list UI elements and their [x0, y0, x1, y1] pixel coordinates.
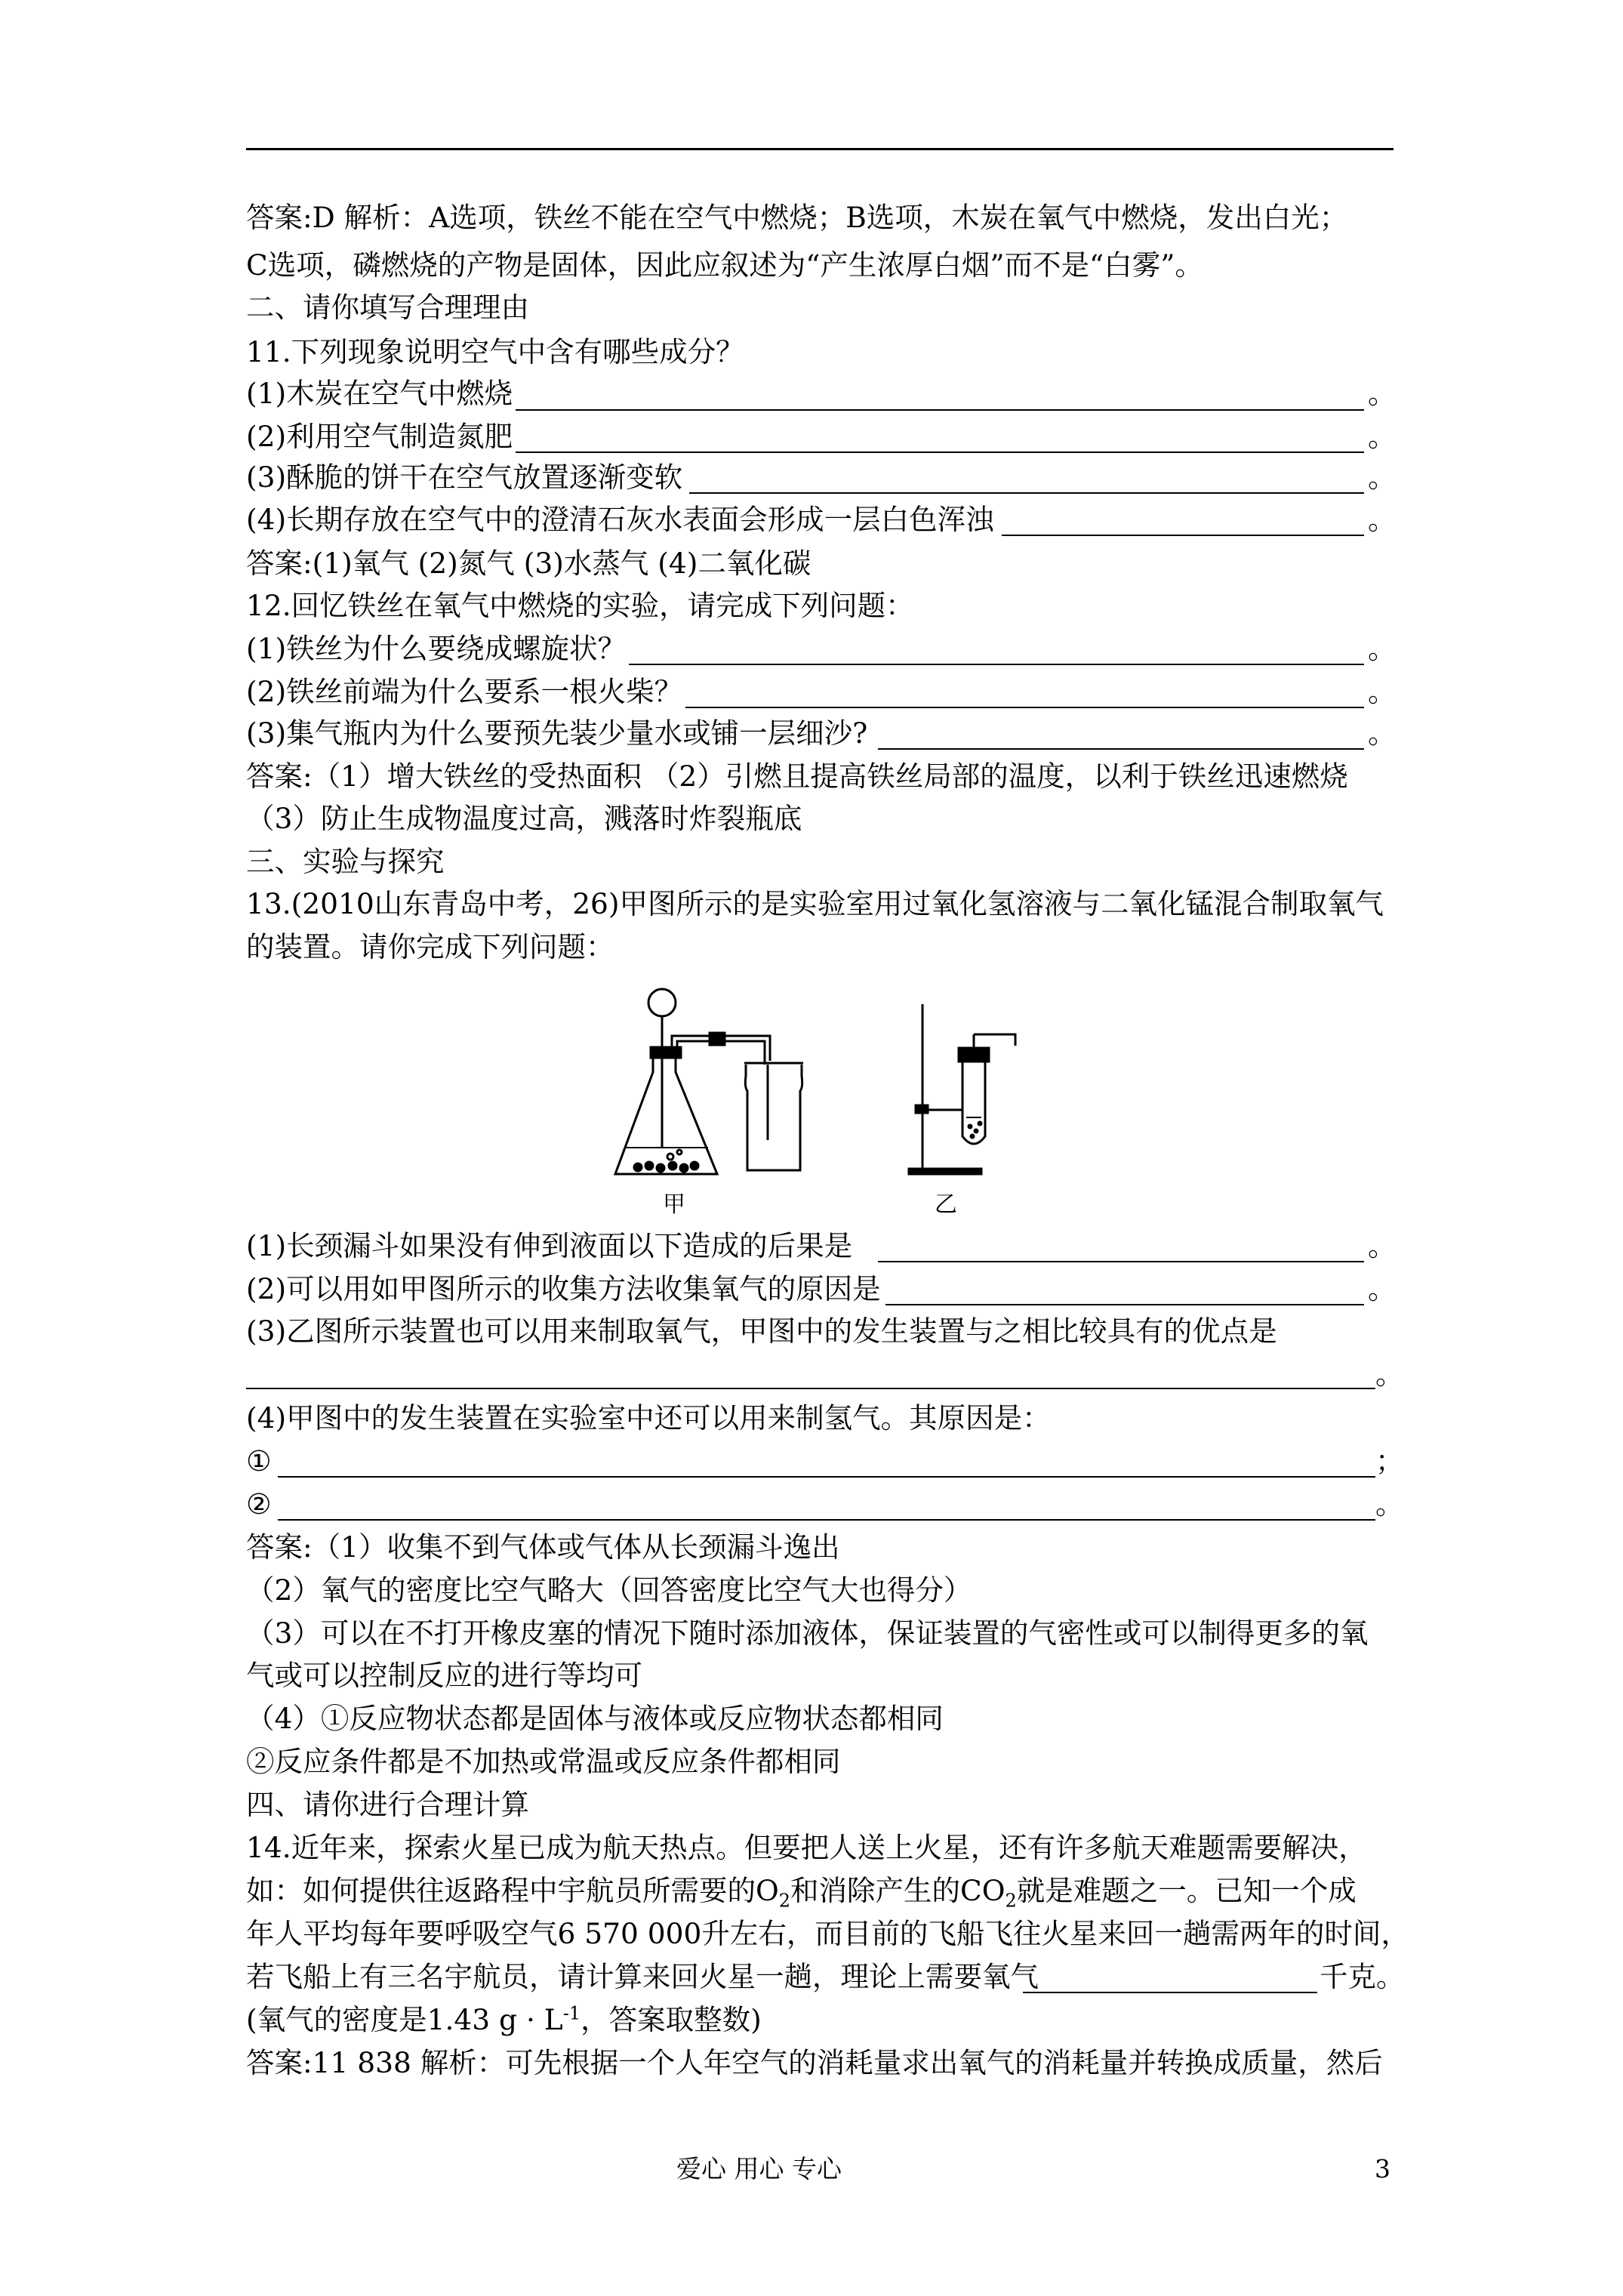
- question-14-note: (氧气的密度是1.43 $g \cdot L^{-1}$，答案取整数): [246, 2002, 762, 2036]
- question-11: 11.下列现象说明空气中含有哪些成分？: [246, 335, 744, 368]
- question-13-cont: 的装置。请你完成下列问题：: [246, 930, 614, 963]
- q13-4-item-1: ①: [246, 1444, 272, 1478]
- question-14-line-4: 若飞船上有三名宇航员，请计算来回火星一趟，理论上需要氧气: [246, 1960, 1039, 1993]
- q13-part-3: (3)乙图所示装置也可以用来制取氧气，甲图中的发生装置与之相比较具有的优点是: [246, 1314, 1277, 1348]
- answer-14: 答案:11 838 解析：可先根据一个人年空气的消耗量求出氧气的消耗量并转换成质量，然后: [246, 2046, 1383, 2079]
- question-13: 13.(2010山东青岛中考，26)甲图所示的是实验室用过氧化氢溶液与二氧化锰混合制取氧气: [246, 887, 1384, 920]
- q12-part-1: (1)铁丝为什么要绕成螺旋状？: [246, 632, 627, 665]
- answer-12-cont: （3）防止生成物温度过高，溅落时炸裂瓶底: [246, 802, 802, 835]
- q12-part-2: (2)铁丝前端为什么要系一根火柴？: [246, 675, 683, 708]
- question-12: 12.回忆铁丝在氧气中燃烧的实验，请完成下列问题：: [246, 589, 914, 622]
- q11-2-end: 。: [1368, 420, 1397, 453]
- q11-part-3: (3)酥脆的饼干在空气放置逐渐变软: [246, 461, 683, 494]
- q11-4-end: 。: [1368, 503, 1397, 536]
- q12-part-3: (3)集气瓶内为什么要预先装少量水或铺一层细沙?: [246, 717, 868, 750]
- question-14: 14.近年来，探索火星已成为航天热点。但要把人送上火星，还有许多航天难题需要解决，: [246, 1831, 1367, 1864]
- q11-part-1: (1)木炭在空气中燃烧: [246, 377, 513, 410]
- q13-4-item-2: ②: [246, 1487, 272, 1521]
- answer-13-4-cont: ②反应条件都是不加热或常温或反应条件都相同: [246, 1745, 841, 1778]
- answer-12: 答案:（1）增大铁丝的受热面积 （2）引燃且提高铁丝局部的温度，以利于铁丝迅速燃烧: [246, 760, 1348, 793]
- gas-bottle: [745, 1065, 802, 1170]
- q13-part-4: (4)甲图中的发生装置在实验室中还可以用来制氢气。其原因是：: [246, 1401, 1051, 1435]
- stand-base: [909, 1169, 981, 1174]
- q13-part-2: (2)可以用如甲图所示的收集方法收集氧气的原因是: [246, 1272, 881, 1305]
- q12-3-end: 。: [1368, 717, 1397, 750]
- q11-part-2: (2)利用空气制造氮肥: [246, 420, 513, 453]
- answer-10-cont: C选项，磷燃烧的产物是固体，因此应叙述为“产生浓厚白烟”而不是“白雾”。: [246, 248, 1203, 282]
- q13-2-end: 。: [1368, 1272, 1397, 1305]
- q13-4-1-blank[interactable]: [278, 1476, 1375, 1478]
- tube-outlet: [974, 1034, 1015, 1046]
- q11-3-end: 。: [1368, 461, 1397, 494]
- section-4-heading: 四、请你进行合理计算: [246, 1788, 529, 1821]
- answer-13-3: （3）可以在不打开橡皮塞的情况下随时添加液体，保证装置的气密性或可以制得更多的氧: [246, 1616, 1369, 1650]
- q13-3-blank[interactable]: [246, 1388, 1375, 1389]
- q11-1-end: 。: [1368, 377, 1397, 410]
- q14-unit: 千克。: [1320, 1960, 1405, 1993]
- answer-13-4: （4）①反应物状态都是固体与液体或反应物状态都相同: [246, 1702, 944, 1735]
- q13-part-1: (1)长颈漏斗如果没有伸到液面以下造成的后果是: [246, 1229, 853, 1262]
- caption-jia: 甲: [663, 1191, 685, 1218]
- q13-4-2-end: 。: [1375, 1487, 1404, 1521]
- answer-13-2: （2）氧气的密度比空气略大（回答密度比空气大也得分）: [246, 1573, 972, 1607]
- section-3-heading: 三、实验与探究: [246, 845, 445, 878]
- q11-part-4: (4)长期存放在空气中的澄清石灰水表面会形成一层白色浑浊: [246, 503, 994, 536]
- q13-3-end: 。: [1375, 1358, 1404, 1391]
- answer-11: 答案:(1)氧气 (2)氮气 (3)水蒸气 (4)二氧化碳: [246, 547, 812, 580]
- q12-1-end: 。: [1368, 632, 1397, 665]
- q13-1-blank[interactable]: [878, 1261, 1364, 1262]
- q13-4-1-end: ；: [1375, 1444, 1404, 1478]
- q12-2-end: 。: [1368, 675, 1397, 708]
- q13-2-blank[interactable]: [885, 1304, 1364, 1305]
- q13-4-2-blank[interactable]: [278, 1519, 1375, 1521]
- footer-motto: 爱心 用心 专心: [676, 2154, 842, 2184]
- question-14-line-2: 如：如何提供往返路程中宇航员所需要的$O_2$和消除产生的$CO_2$就是难题之一。已知一个成: [246, 1874, 1357, 1912]
- q14-blank[interactable]: [1023, 1992, 1317, 1993]
- answer-10: 答案:D 解析：A选项，铁丝不能在空气中燃烧；B选项，木炭在氧气中燃烧，发出白光；: [246, 201, 1348, 234]
- apparatus-yi-drawing: [909, 1004, 1015, 1174]
- page-number: 3: [1375, 2154, 1390, 2184]
- caption-yi: 乙: [935, 1191, 957, 1218]
- conical-flask: [615, 1053, 717, 1174]
- answer-13: 答案:（1）收集不到气体或气体从长颈漏斗逸出: [246, 1530, 840, 1564]
- q13-1-end: 。: [1368, 1229, 1397, 1262]
- funnel-bulb: [648, 989, 676, 1016]
- tube-stopper: [959, 1048, 989, 1062]
- section-2-heading: 二、请你填写合理理由: [246, 291, 529, 324]
- answer-13-3-cont: 气或可以控制反应的进行等均可: [246, 1659, 642, 1692]
- apparatus-jia-drawing: [615, 989, 803, 1174]
- question-14-line-3: 年人平均每年要呼吸空气6 570 000升左右，而目前的飞船飞往火星来回一趟需两年的时间，: [246, 1917, 1409, 1950]
